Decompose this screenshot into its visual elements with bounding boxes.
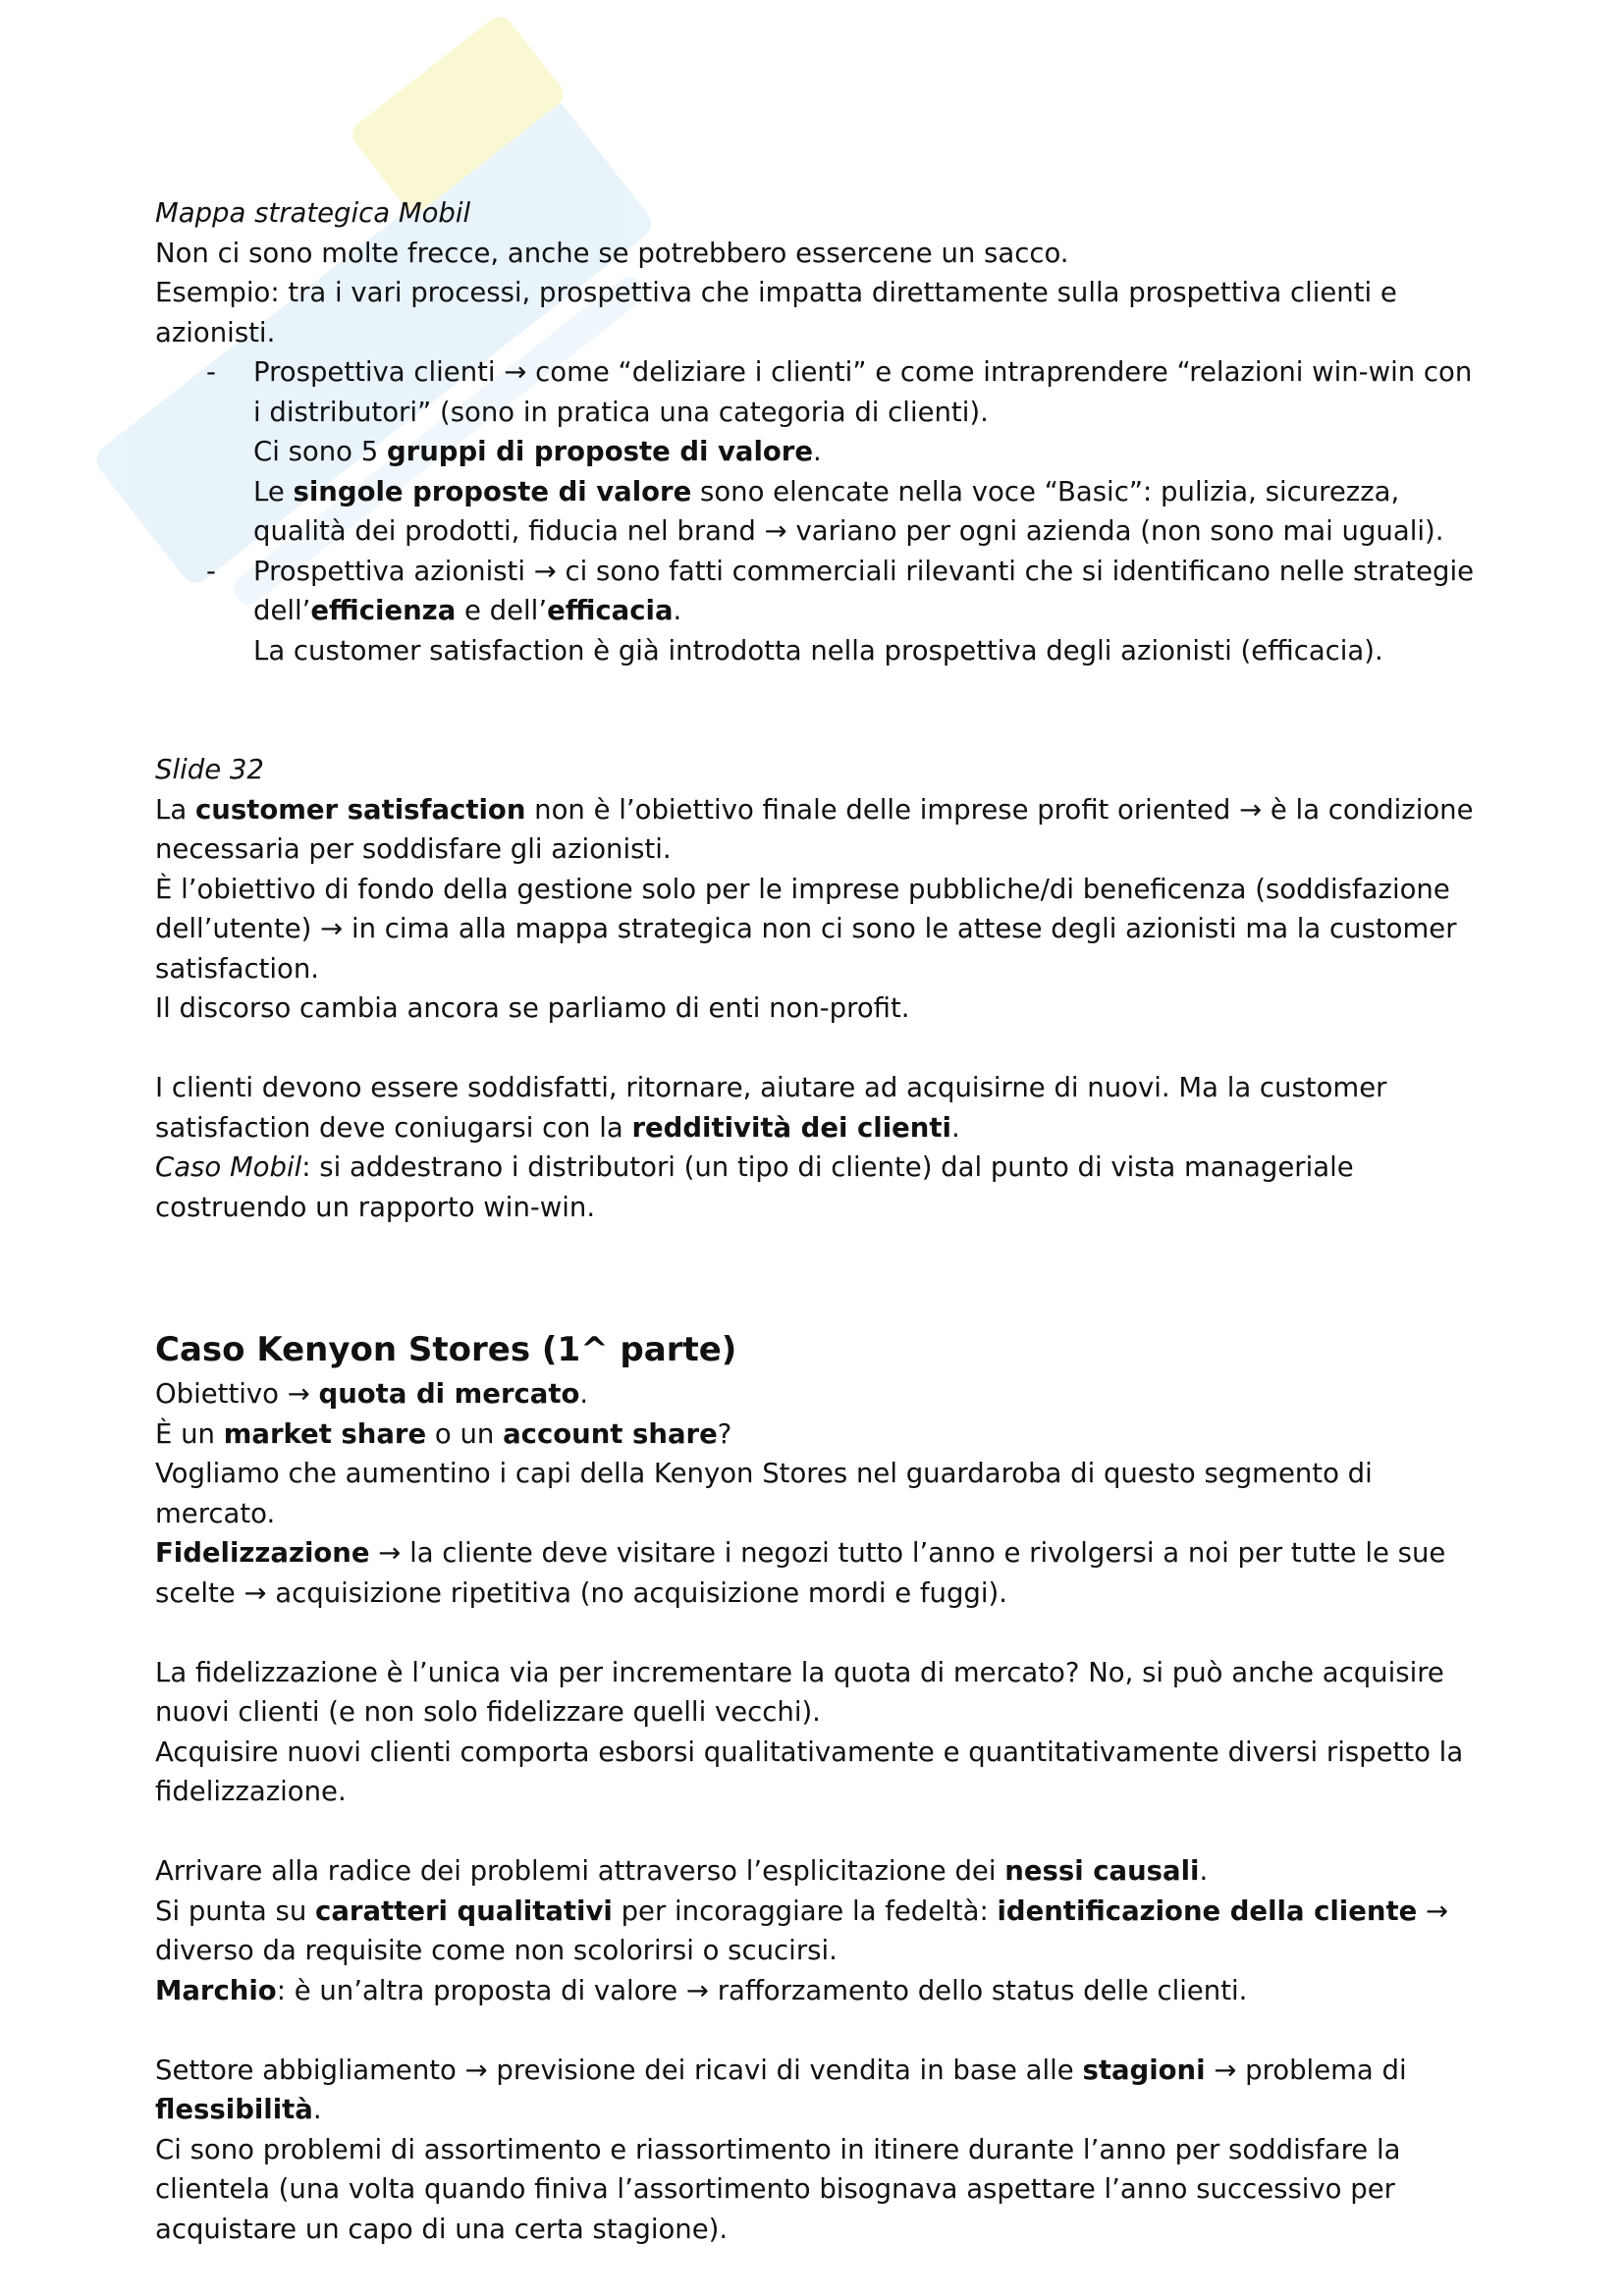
arrow-icon: → [320,913,344,944]
document-page [155,193,1483,2249]
arrow-icon: → [287,1378,310,1410]
paragraph: È l’obiettivo di fondo della gestione solo per le imprese pubbliche/di beneficenza (soddisfazione dell’utente) → in cima alla mappa strategica non ci sono le attese degli azionisti ma la customer satisfaction. [155,873,1457,985]
arrow-icon: → [764,515,787,547]
arrow-icon: → [1239,793,1263,826]
section-title-mappa: Mappa strategica Mobil [155,197,471,229]
bullet-prospettiva-clienti: - Prospettiva clienti → come “deliziare i clienti” e come intraprendere “relazioni win-win con i distributori” (sono in pratica una categoria di clienti). Ci sono 5 gruppi di proposte di valore. Le singole proposte di valore sono elencate nella voce “Basic”: pulizia, sicurezza, qualità dei prodotti, fiducia nel brand → variano per ogni azienda (non sono mai uguali). [155,352,1483,552]
arrow-icon: → [243,1576,267,1609]
paragraph: Marchio: è un’altra proposta di valore → rafforzamento dello status delle clienti. [155,1974,1248,2006]
paragraph: Caso Mobil: si addestrano i distributori (un tipo di cliente) dal punto di vista manageriale costruendo un rapporto win-win. [155,1151,1354,1223]
paragraph: I clienti devono essere soddisfatti, ritornare, aiutare ad acquisirne di nuovi. Ma la customer satisfaction deve coniugarsi con la redditività dei clienti. [155,1072,1387,1144]
arrow-icon: → [1214,2054,1237,2086]
paragraph: È un market share o un account share? [155,1417,732,1450]
paragraph: Obiettivo → quota di mercato. [155,1378,589,1410]
paragraph: Acquisire nuovi clienti comporta esborsi qualitativamente e quantitativamente diversi rispetto la fidelizzazione. [155,1735,1464,1807]
bullet-dash: - [206,555,216,587]
section-heading-kenyon: Caso Kenyon Stores (1^ parte) [155,1330,737,1369]
paragraph: Esempio: tra i vari processi, prospettiva che impatta direttamente sulla prospettiva clienti e azionisti. [155,277,1397,348]
paragraph: La customer satisfaction non è l’obiettivo finale delle imprese profit oriented → è la condizione necessaria per soddisfare gli azionisti. [155,793,1474,865]
paragraph: Ci sono problemi di assortimento e riassortimento in itinere durante l’anno per soddisfare la clientela (una volta quando finiva l’assortimento bisognava aspettare l’anno successivo per acquistare un capo di una certa stagione). [155,2133,1401,2245]
paragraph: Il discorso cambia ancora se parliamo di enti non-profit. [155,992,910,1024]
paragraph: La fidelizzazione è l’unica via per incrementare la quota di mercato? No, si può anche acquisire nuovi clienti (e non solo fidelizzare quelli vecchi). [155,1656,1444,1728]
paragraph: Arrivare alla radice dei problemi attraverso l’esplicitazione dei nessi causali. [155,1855,1209,1887]
paragraph: Vogliamo che aumentino i capi della Kenyon Stores nel guardaroba di questo segmento di mercato. [155,1458,1373,1529]
arrow-icon: → [533,555,557,587]
paragraph: Fidelizzazione → la cliente deve visitare i negozi tutto l’anno e rivolgersi a noi per tutte le sue scelte → acquisizione ripetitiva (no acquisizione mordi e fuggi). [155,1537,1446,1609]
paragraph: Si punta su caratteri qualitativi per incoraggiare la fedeltà: identificazione della cliente → diverso da requisite come non scolorirsi o scucirsi. [155,1895,1449,1966]
arrow-icon: → [1426,1895,1449,1927]
arrow-icon: → [504,356,527,388]
paragraph: Settore abbigliamento → previsione dei ricavi di vendita in base alle stagioni → problema di flessibilità. [155,2054,1407,2125]
arrow-icon: → [378,1537,402,1569]
paragraph: Non ci sono molte frecce, anche se potrebbero essercene un sacco. [155,237,1069,269]
arrow-icon: → [685,1974,709,2006]
arrow-icon: → [464,2054,488,2086]
bullet-dash: - [206,356,216,388]
section-title-slide-32: Slide 32 [155,754,264,785]
bullet-prospettiva-azionisti: - Prospettiva azionisti → ci sono fatti commerciali rilevanti che si identificano nelle strategie dell’efficienza e dell’efficacia. La customer satisfaction è già introdotta nella prospettiva degli azionisti (efficacia). [155,552,1483,671]
